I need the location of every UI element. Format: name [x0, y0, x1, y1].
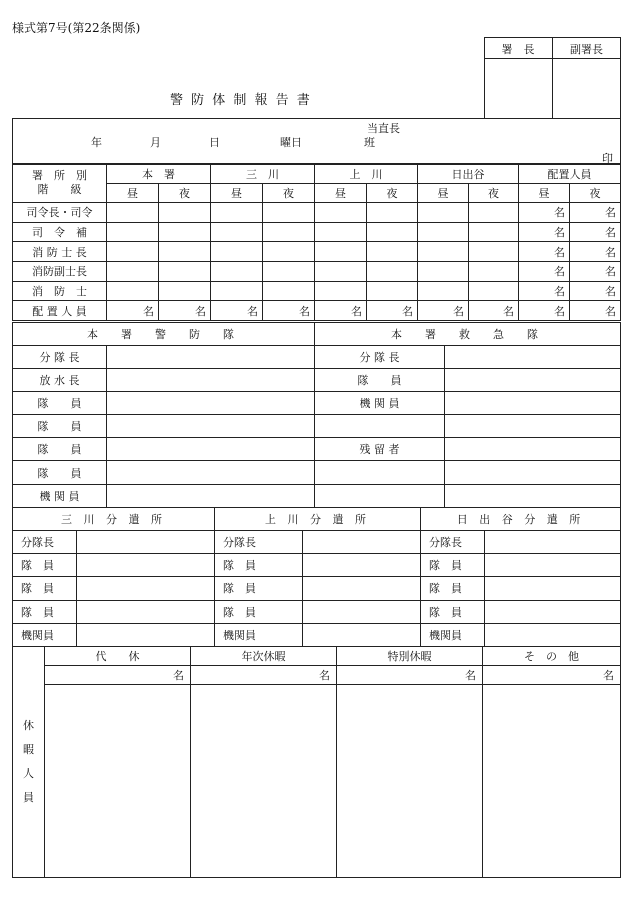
leave-names-special[interactable] [337, 685, 483, 878]
corner-rank-label: 階 級 [37, 183, 82, 196]
night-header: 夜 [469, 184, 519, 203]
staff-count-cell[interactable] [211, 203, 263, 223]
branch-row [13, 600, 621, 623]
staff-count-cell[interactable] [211, 262, 263, 282]
form-number: 様式第7号(第22条関係) [12, 21, 141, 35]
staff-count-cell[interactable] [107, 222, 159, 242]
shift-label: 班 [364, 136, 375, 149]
staff-count-cell[interactable] [107, 203, 159, 223]
staff-count-cell[interactable] [418, 242, 469, 262]
staff-count-cell[interactable]: 名 [211, 301, 263, 321]
ems-role-label: 隊 員 [315, 369, 445, 392]
branch-role-label: 機関員 [215, 623, 303, 646]
ems-member-cell[interactable] [445, 346, 621, 369]
staff-count-cell[interactable]: 名 [570, 222, 621, 242]
rank-row [13, 301, 621, 321]
staff-count-cell[interactable] [469, 203, 519, 223]
branch-role-label: 隊 員 [421, 577, 485, 600]
branch-role-label: 隊 員 [215, 554, 303, 577]
staff-count-cell[interactable] [418, 203, 469, 223]
staff-count-cell[interactable] [211, 281, 263, 301]
ems-member-cell[interactable] [445, 369, 621, 392]
rank-row [13, 222, 621, 242]
staff-count-cell[interactable]: 名 [570, 262, 621, 282]
day-header: 昼 [418, 184, 469, 203]
branch-row [13, 554, 621, 577]
staff-count-cell[interactable] [469, 281, 519, 301]
staff-count-cell[interactable]: 名 [107, 301, 159, 321]
staff-count-cell[interactable] [418, 262, 469, 282]
corner-station-label: 署 所 別 [32, 169, 87, 182]
leave-count-annual[interactable]: 名 [191, 666, 337, 685]
staff-count-cell[interactable]: 名 [418, 301, 469, 321]
approval-deputy-label: 副署長 [570, 43, 603, 56]
station-header-mikawa: 三 川 [211, 164, 315, 184]
staff-count-cell[interactable] [263, 222, 315, 242]
staff-count-cell[interactable] [367, 222, 418, 242]
branch-member-cell[interactable] [77, 623, 215, 646]
branch-member-cell[interactable] [303, 531, 421, 554]
staff-count-cell[interactable] [469, 242, 519, 262]
leave-side-label [13, 647, 45, 878]
branch-role-label: 機関員 [421, 623, 485, 646]
document-title: 警 防 体 制 報 告 書 [170, 93, 312, 108]
branch-role-label: 機関員 [13, 623, 77, 646]
branch-member-cell[interactable] [77, 531, 215, 554]
branch-row [13, 577, 621, 600]
staff-count-cell[interactable] [367, 203, 418, 223]
branch-role-label: 隊 員 [13, 600, 77, 623]
staff-count-cell[interactable]: 名 [519, 242, 570, 262]
rank-row [13, 203, 621, 223]
staff-count-cell[interactable] [315, 281, 367, 301]
fire-role-label: 隊 員 [13, 461, 107, 484]
staff-count-cell[interactable] [107, 281, 159, 301]
rank-label: 配 置 人 員 [13, 301, 107, 321]
weekday-label: 曜日 [280, 136, 302, 149]
fire-member-cell[interactable] [107, 415, 315, 438]
fire-member-cell[interactable] [107, 392, 315, 415]
ems-member-cell[interactable] [445, 392, 621, 415]
day-header: 昼 [315, 184, 367, 203]
staff-count-cell[interactable]: 名 [519, 301, 570, 321]
leave-names-compensatory[interactable] [45, 685, 191, 878]
squad-row [13, 392, 621, 415]
station-header-total: 配置人員 [519, 164, 621, 184]
branch-role-label: 隊 員 [13, 577, 77, 600]
fire-role-label: 放 水 長 [13, 369, 107, 392]
ems-role-label: 分 隊 長 [315, 346, 445, 369]
ems-squad-title: 本 署 救 急 隊 [315, 323, 621, 346]
branches-table [12, 507, 621, 647]
rank-label: 消 防 士 長 [13, 242, 107, 262]
fire-role-label: 隊 員 [13, 438, 107, 461]
approval-chief-label: 署 長 [501, 43, 535, 56]
seal-label: 印 [602, 152, 613, 165]
squad-row [13, 438, 621, 461]
rank-label: 司 令 補 [13, 222, 107, 242]
ems-role-label [315, 461, 445, 484]
chief-on-duty-label: 当直長 [367, 122, 400, 135]
staff-count-cell[interactable]: 名 [519, 281, 570, 301]
day-header: 昼 [107, 184, 159, 203]
branch-title-hideya: 日 出 谷 分 遣 所 [421, 508, 621, 531]
ems-role-label: 機 関 員 [315, 392, 445, 415]
ems-member-cell[interactable] [445, 461, 621, 484]
fire-role-label: 隊 員 [13, 392, 107, 415]
branch-role-label: 隊 員 [421, 554, 485, 577]
staff-count-cell[interactable] [263, 242, 315, 262]
branch-member-cell[interactable] [303, 554, 421, 577]
staff-count-cell[interactable] [159, 281, 211, 301]
ems-member-cell[interactable] [445, 438, 621, 461]
branch-member-cell[interactable] [485, 531, 621, 554]
squads-table [12, 322, 621, 508]
staff-count-cell[interactable]: 名 [315, 301, 367, 321]
day-label: 日 [209, 136, 220, 149]
day-header: 昼 [211, 184, 263, 203]
branch-member-cell[interactable] [485, 623, 621, 646]
branch-member-cell[interactable] [77, 577, 215, 600]
branch-row [13, 623, 621, 646]
fire-member-cell[interactable] [107, 461, 315, 484]
leave-count-other[interactable]: 名 [483, 666, 621, 685]
ems-role-label: 残 留 者 [315, 438, 445, 461]
night-header: 夜 [367, 184, 418, 203]
night-header: 夜 [263, 184, 315, 203]
staff-count-cell[interactable] [418, 222, 469, 242]
staff-count-cell[interactable] [159, 242, 211, 262]
leave-side-char: 休 [23, 719, 34, 732]
branch-member-cell[interactable] [303, 577, 421, 600]
staff-count-cell[interactable] [263, 281, 315, 301]
squad-row [13, 484, 621, 507]
fire-member-cell[interactable] [107, 438, 315, 461]
staff-count-cell[interactable]: 名 [519, 222, 570, 242]
rank-row [13, 262, 621, 282]
fire-role-label: 機 関 員 [13, 484, 107, 507]
night-header: 夜 [570, 184, 621, 203]
branch-member-cell[interactable] [77, 554, 215, 577]
branch-member-cell[interactable] [77, 600, 215, 623]
fire-member-cell[interactable] [107, 346, 315, 369]
branch-title-mikawa: 三 川 分 遣 所 [13, 508, 215, 531]
staff-count-cell[interactable]: 名 [519, 203, 570, 223]
branch-role-label: 分隊長 [421, 531, 485, 554]
staff-count-cell[interactable] [418, 281, 469, 301]
staff-count-cell[interactable] [367, 242, 418, 262]
staff-count-cell[interactable]: 名 [367, 301, 418, 321]
night-header: 夜 [159, 184, 211, 203]
leave-side-char: 員 [23, 791, 34, 804]
fire-member-cell[interactable] [107, 484, 315, 507]
staff-count-cell[interactable]: 名 [570, 301, 621, 321]
ems-member-cell[interactable] [445, 484, 621, 507]
ems-role-label [315, 484, 445, 507]
leave-names-other[interactable] [483, 685, 621, 878]
station-header-hideya: 日出谷 [418, 164, 519, 184]
branch-row [13, 531, 621, 554]
fire-role-label: 隊 員 [13, 415, 107, 438]
branch-title-kamikawa: 上 川 分 遣 所 [215, 508, 421, 531]
year-label: 年 [91, 136, 102, 149]
staff-count-cell[interactable] [107, 262, 159, 282]
staff-count-cell[interactable] [159, 262, 211, 282]
leave-header-compensatory: 代 休 [45, 647, 191, 666]
ems-role-label [315, 415, 445, 438]
branch-role-label: 分隊長 [215, 531, 303, 554]
branch-member-cell[interactable] [485, 554, 621, 577]
squad-row [13, 369, 621, 392]
leave-count-compensatory[interactable]: 名 [45, 666, 191, 685]
rank-row [13, 281, 621, 301]
staff-count-cell[interactable]: 名 [570, 242, 621, 262]
staff-count-cell[interactable] [211, 222, 263, 242]
branch-role-label: 隊 員 [421, 600, 485, 623]
branch-role-label: 分隊長 [13, 531, 77, 554]
branch-member-cell[interactable] [485, 577, 621, 600]
squad-row [13, 346, 621, 369]
leave-header-special: 特別休暇 [337, 647, 483, 666]
branch-member-cell[interactable] [303, 623, 421, 646]
branch-role-label: 隊 員 [13, 554, 77, 577]
leave-names-annual[interactable] [191, 685, 337, 878]
rank-row [13, 242, 621, 262]
branch-member-cell[interactable] [485, 600, 621, 623]
staff-count-cell[interactable] [367, 281, 418, 301]
staffing-table [12, 163, 621, 321]
staff-count-cell[interactable] [469, 222, 519, 242]
approval-chief-seal-cell[interactable] [485, 60, 551, 117]
staff-count-cell[interactable]: 名 [159, 301, 211, 321]
leave-side-char: 暇 [23, 743, 34, 756]
staff-count-cell[interactable] [315, 222, 367, 242]
staff-count-cell[interactable]: 名 [519, 262, 570, 282]
rank-label: 消 防 士 [13, 281, 107, 301]
rank-label: 司令長・司令 [13, 203, 107, 223]
staff-count-cell[interactable]: 名 [469, 301, 519, 321]
rank-label: 消防副士長 [13, 262, 107, 282]
staff-count-cell[interactable] [469, 262, 519, 282]
leave-count-special[interactable]: 名 [337, 666, 483, 685]
station-header-honsho: 本 署 [107, 164, 211, 184]
branch-member-cell[interactable] [303, 600, 421, 623]
leave-side-char: 人 [23, 767, 34, 780]
staff-count-cell[interactable]: 名 [570, 281, 621, 301]
staffing-corner-cell [13, 164, 107, 203]
fire-squad-title: 本 署 警 防 隊 [13, 323, 315, 346]
staff-count-cell[interactable] [315, 203, 367, 223]
ems-member-cell[interactable] [445, 415, 621, 438]
fire-member-cell[interactable] [107, 369, 315, 392]
fire-role-label: 分 隊 長 [13, 346, 107, 369]
staff-count-cell[interactable] [367, 262, 418, 282]
approval-deputy-seal-cell[interactable] [553, 60, 619, 117]
staff-count-cell[interactable] [315, 262, 367, 282]
leave-header-other: そ の 他 [483, 647, 621, 666]
day-header: 昼 [519, 184, 570, 203]
staff-count-cell[interactable] [211, 242, 263, 262]
leave-header-annual: 年次休暇 [191, 647, 337, 666]
staff-count-cell[interactable] [263, 203, 315, 223]
squad-row [13, 415, 621, 438]
staff-count-cell[interactable] [159, 203, 211, 223]
branch-role-label: 隊 員 [215, 577, 303, 600]
leave-table [12, 646, 621, 878]
staff-count-cell[interactable]: 名 [263, 301, 315, 321]
staff-count-cell[interactable]: 名 [570, 203, 621, 223]
month-label: 月 [150, 136, 161, 149]
staff-count-cell[interactable] [159, 222, 211, 242]
branch-role-label: 隊 員 [215, 600, 303, 623]
station-header-kamikawa: 上 川 [315, 164, 418, 184]
staff-count-cell[interactable] [107, 242, 159, 262]
staff-count-cell[interactable] [263, 262, 315, 282]
staff-count-cell[interactable] [315, 242, 367, 262]
squad-row [13, 461, 621, 484]
